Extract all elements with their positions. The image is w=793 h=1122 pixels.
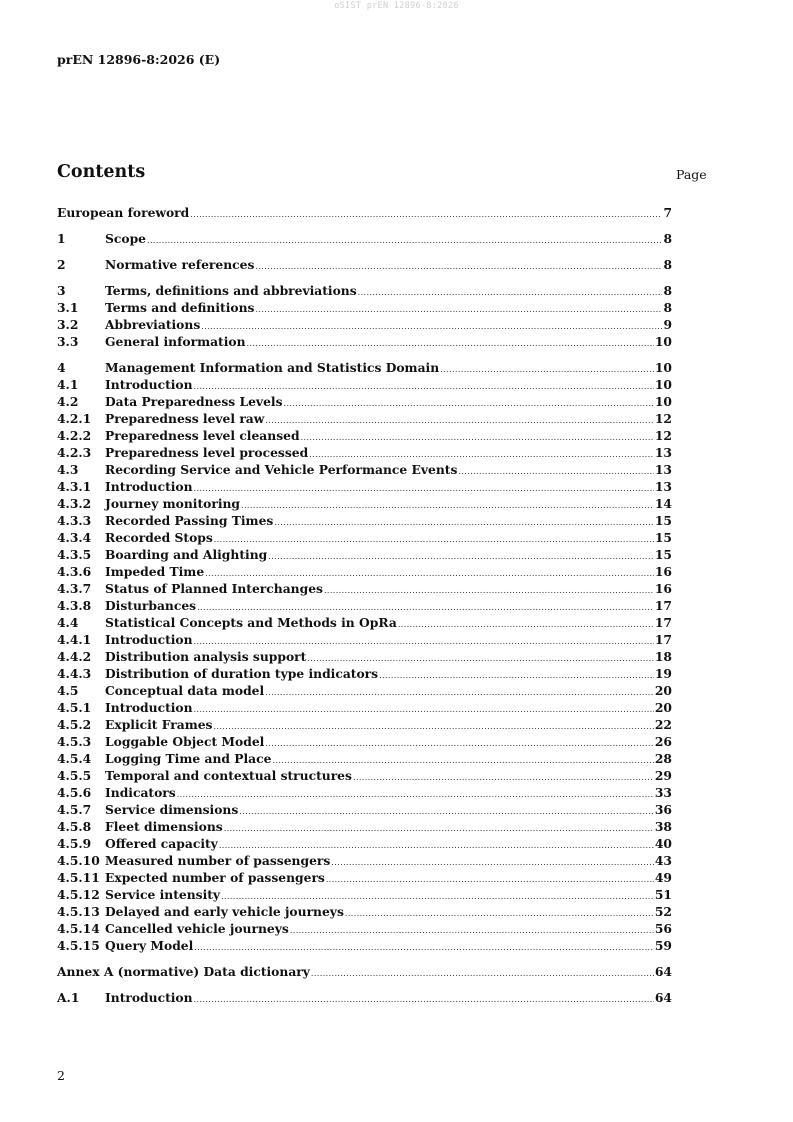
- toc-entry-number: 4.5.3: [57, 734, 92, 749]
- toc-entry-title: General information: [105, 334, 246, 349]
- toc-entry[interactable]: [57, 495, 672, 512]
- toc-entry-title: Conceptual data model: [105, 683, 265, 698]
- toc-entry-title: Fleet dimensions: [105, 819, 223, 834]
- toc-entry-page: 33: [654, 785, 672, 800]
- toc-entry-page: 10: [654, 377, 672, 392]
- toc-dot-leader: [345, 905, 654, 922]
- toc-entry[interactable]: [57, 316, 672, 333]
- toc-entry-title: Offered capacity: [105, 836, 218, 851]
- toc-entry-number: 4.5.1: [57, 700, 92, 715]
- contents-heading: Contents: [57, 162, 146, 182]
- toc-entry-title: Recorded Stops: [105, 530, 213, 545]
- toc-entry-title: Measured number of passengers: [105, 853, 331, 868]
- toc-entry-title: Introduction: [105, 990, 193, 1005]
- toc-entry-number: 4.3.8: [57, 598, 92, 613]
- toc-entry-title: Normative references: [105, 257, 255, 272]
- toc-entry-page: 17: [654, 598, 672, 613]
- document-id: prEN 12896-8:2026 (E): [57, 52, 221, 67]
- toc-entry[interactable]: [57, 597, 672, 614]
- toc-entry-title: Impeded Time: [105, 564, 205, 579]
- toc-dot-leader: [358, 284, 663, 301]
- toc-entry-page: 49: [654, 870, 672, 885]
- toc-entry-number: 4.5.8: [57, 819, 92, 834]
- toc-entry[interactable]: [57, 648, 672, 665]
- toc-entry-number: 4.1: [57, 377, 79, 392]
- toc-entry[interactable]: [57, 801, 672, 818]
- toc-entry[interactable]: [57, 444, 672, 461]
- toc-entry-number: 4.3.3: [57, 513, 92, 528]
- toc-entry-title: Query Model: [105, 938, 194, 953]
- toc-entry[interactable]: [57, 393, 672, 410]
- toc-entry-title: Preparedness level processed: [105, 445, 309, 460]
- watermark: oSIST prEN 12896-8:2026: [334, 1, 459, 11]
- toc-entry[interactable]: [57, 546, 672, 563]
- toc-dot-leader: [201, 318, 662, 335]
- toc-entry[interactable]: [57, 359, 672, 376]
- toc-entry-number: 4.5.14: [57, 921, 100, 936]
- toc-entry-page: 8: [663, 283, 672, 298]
- toc-entry-number: 4.3.5: [57, 547, 92, 562]
- toc-entry-title: Distribution analysis support: [105, 649, 307, 664]
- toc-entry-title: European foreword: [57, 205, 190, 220]
- toc-entry-number: 4.3.2: [57, 496, 92, 511]
- toc-entry-number: 4.5.5: [57, 768, 92, 783]
- toc-dot-leader: [326, 871, 654, 888]
- toc-dot-leader: [331, 854, 654, 871]
- toc-entry-page: 14: [654, 496, 672, 511]
- toc-entry-title: Terms, definitions and abbreviations: [105, 283, 357, 298]
- toc-dot-leader: [214, 531, 654, 548]
- toc-entry-title: Preparedness level cleansed: [105, 428, 300, 443]
- toc-dot-leader: [398, 616, 654, 633]
- toc-entry-number: 4.5.12: [57, 887, 100, 902]
- toc-entry[interactable]: [57, 733, 672, 750]
- toc-entry-number: 4.4.1: [57, 632, 92, 647]
- toc-entry-number: 4.5.6: [57, 785, 92, 800]
- toc-entry[interactable]: [57, 716, 672, 733]
- toc-entry-title: Introduction: [105, 377, 193, 392]
- toc-entry[interactable]: [57, 989, 672, 1006]
- toc-entry-number: 4.5.13: [57, 904, 100, 919]
- toc-entry[interactable]: [57, 529, 672, 546]
- toc-entry-number: 4.3.1: [57, 479, 92, 494]
- toc-entry-number: 3.2: [57, 317, 79, 332]
- toc-entry-number: 4: [57, 360, 66, 375]
- toc-dot-leader: [311, 965, 654, 982]
- toc-dot-leader: [177, 786, 654, 803]
- toc-dot-leader: [265, 684, 654, 701]
- toc-entry-title: Annex A (normative) Data dictionary: [57, 964, 310, 979]
- toc-dot-leader: [224, 820, 654, 837]
- toc-entry-number: 4.5.11: [57, 870, 100, 885]
- toc-entry[interactable]: [57, 410, 672, 427]
- toc-dot-leader: [265, 412, 654, 429]
- toc-entry-page: 10: [654, 360, 672, 375]
- toc-entry-page: 15: [654, 513, 672, 528]
- toc-entry-page: 13: [654, 445, 672, 460]
- toc-entry-page: 8: [663, 257, 672, 272]
- toc-dot-leader: [247, 335, 654, 352]
- toc-entry-number: 3.1: [57, 300, 79, 315]
- toc-entry-page: 8: [663, 231, 672, 246]
- toc-entry[interactable]: [57, 580, 672, 597]
- toc-entry-title: Temporal and contextual structures: [105, 768, 352, 783]
- toc-entry-page: 26: [654, 734, 672, 749]
- toc-entry-title: Service dimensions: [105, 802, 239, 817]
- toc-entry-title: Recording Service and Vehicle Performance Events: [105, 462, 458, 477]
- toc-entry-title: Disturbances: [105, 598, 197, 613]
- toc-dot-leader: [284, 395, 654, 412]
- toc-entry-page: 64: [654, 964, 672, 979]
- toc-entry-number: 4.4.2: [57, 649, 92, 664]
- toc-entry-number: 4.5: [57, 683, 79, 698]
- toc-entry[interactable]: [57, 282, 672, 299]
- toc-dot-leader: [194, 939, 654, 956]
- page-column-label: Page: [676, 167, 707, 182]
- toc-dot-leader: [194, 991, 654, 1008]
- toc-entry-number: 4.3.7: [57, 581, 92, 596]
- toc-entry-title: Cancelled vehicle journeys: [105, 921, 289, 936]
- toc-entry-title: Distribution of duration type indicators: [105, 666, 379, 681]
- toc-entry[interactable]: [57, 852, 672, 869]
- toc-entry[interactable]: [57, 614, 672, 631]
- toc-entry[interactable]: [57, 204, 672, 221]
- toc-entry-page: 15: [654, 530, 672, 545]
- toc-entry[interactable]: [57, 631, 672, 648]
- toc-entry-number: 4.5.10: [57, 853, 100, 868]
- toc-dot-leader: [194, 480, 654, 497]
- toc-entry-page: 8: [663, 300, 672, 315]
- toc-dot-leader: [324, 582, 654, 599]
- toc-entry-number: 4.5.4: [57, 751, 92, 766]
- toc-entry-page: 64: [654, 990, 672, 1005]
- toc-entry-number: 3: [57, 283, 66, 298]
- toc-entry-title: Indicators: [105, 785, 176, 800]
- toc-entry-number: 3.3: [57, 334, 79, 349]
- toc-entry[interactable]: [57, 784, 672, 801]
- toc-entry-page: 29: [654, 768, 672, 783]
- toc-entry[interactable]: [57, 427, 672, 444]
- toc-entry-page: 7: [663, 205, 672, 220]
- toc-entry-page: 19: [654, 666, 672, 681]
- toc-entry-title: Preparedness level raw: [105, 411, 265, 426]
- toc-dot-leader: [213, 718, 653, 735]
- toc-entry[interactable]: [57, 767, 672, 784]
- table-of-contents: [57, 204, 672, 1006]
- toc-entry-title: Data Preparedness Levels: [105, 394, 283, 409]
- toc-dot-leader: [190, 206, 662, 223]
- toc-entry-number: A.1: [57, 990, 80, 1005]
- toc-entry-page: 56: [654, 921, 672, 936]
- toc-entry-title: Loggable Object Model: [105, 734, 265, 749]
- toc-entry[interactable]: [57, 937, 672, 954]
- toc-dot-leader: [255, 301, 662, 318]
- toc-dot-leader: [440, 361, 654, 378]
- toc-entry-page: 59: [654, 938, 672, 953]
- toc-entry[interactable]: [57, 256, 672, 273]
- toc-entry-title: Statistical Concepts and Methods in OpRa: [105, 615, 397, 630]
- toc-entry[interactable]: [57, 818, 672, 835]
- toc-entry-number: 4.2: [57, 394, 79, 409]
- toc-entry[interactable]: [57, 299, 672, 316]
- toc-entry-title: Introduction: [105, 700, 193, 715]
- toc-dot-leader: [301, 429, 654, 446]
- toc-entry-number: 4.5.2: [57, 717, 92, 732]
- toc-dot-leader: [290, 922, 654, 939]
- toc-dot-leader: [379, 667, 654, 684]
- toc-entry[interactable]: [57, 230, 672, 247]
- toc-entry-number: 4.4: [57, 615, 79, 630]
- toc-entry-page: 13: [654, 479, 672, 494]
- toc-entry-page: 38: [654, 819, 672, 834]
- toc-entry[interactable]: [57, 963, 672, 980]
- toc-entry-page: 10: [654, 334, 672, 349]
- toc-entry[interactable]: [57, 699, 672, 716]
- toc-entry-number: 4.5.7: [57, 802, 92, 817]
- toc-entry[interactable]: [57, 903, 672, 920]
- toc-entry[interactable]: [57, 333, 672, 350]
- toc-dot-leader: [239, 803, 654, 820]
- toc-entry-number: 4.3.6: [57, 564, 92, 579]
- toc-entry-page: 17: [654, 632, 672, 647]
- toc-entry[interactable]: [57, 376, 672, 393]
- toc-entry-page: 51: [654, 887, 672, 902]
- toc-entry-title: Expected number of passengers: [105, 870, 325, 885]
- toc-entry[interactable]: [57, 920, 672, 937]
- toc-entry-title: Introduction: [105, 479, 193, 494]
- toc-entry-title: Management Information and Statistics Domain: [105, 360, 440, 375]
- toc-entry-page: 13: [654, 462, 672, 477]
- toc-entry-title: Explicit Frames: [105, 717, 213, 732]
- toc-dot-leader: [255, 258, 662, 275]
- toc-entry-number: 4.5.15: [57, 938, 100, 953]
- toc-entry-number: 4.2.3: [57, 445, 92, 460]
- toc-dot-leader: [353, 769, 654, 786]
- toc-entry[interactable]: [57, 886, 672, 903]
- toc-entry-page: 9: [663, 317, 672, 332]
- toc-entry-page: 52: [654, 904, 672, 919]
- toc-entry-page: 12: [654, 411, 672, 426]
- toc-entry[interactable]: [57, 665, 672, 682]
- toc-entry-page: 10: [654, 394, 672, 409]
- toc-entry-number: 4.2.1: [57, 411, 92, 426]
- toc-dot-leader: [268, 548, 654, 565]
- toc-entry-title: Service intensity: [105, 887, 221, 902]
- toc-dot-leader: [194, 701, 654, 718]
- toc-entry-page: 12: [654, 428, 672, 443]
- toc-entry-page: 40: [654, 836, 672, 851]
- toc-entry-number: 2: [57, 257, 66, 272]
- toc-entry-title: Journey monitoring: [105, 496, 241, 511]
- toc-entry-page: 16: [654, 581, 672, 596]
- toc-entry-page: 15: [654, 547, 672, 562]
- toc-entry-page: 18: [654, 649, 672, 664]
- toc-entry-number: 4.3: [57, 462, 79, 477]
- toc-entry-page: 20: [654, 700, 672, 715]
- toc-entry-number: 4.2.2: [57, 428, 92, 443]
- toc-entry[interactable]: [57, 835, 672, 852]
- toc-entry-number: 4.4.3: [57, 666, 92, 681]
- toc-entry[interactable]: [57, 563, 672, 580]
- toc-entry-page: 22: [654, 717, 672, 732]
- toc-entry-title: Recorded Passing Times: [105, 513, 274, 528]
- toc-dot-leader: [458, 463, 653, 480]
- toc-entry-number: 4.5.9: [57, 836, 92, 851]
- toc-entry-page: 20: [654, 683, 672, 698]
- toc-entry[interactable]: [57, 478, 672, 495]
- toc-entry[interactable]: [57, 461, 672, 478]
- page-number: 2: [57, 1068, 65, 1083]
- toc-dot-leader: [265, 735, 654, 752]
- toc-entry-page: 43: [654, 853, 672, 868]
- toc-entry-page: 28: [654, 751, 672, 766]
- toc-entry[interactable]: [57, 869, 672, 886]
- toc-entry-number: 4.3.4: [57, 530, 92, 545]
- toc-entry-title: Status of Planned Interchanges: [105, 581, 323, 596]
- toc-entry-page: 17: [654, 615, 672, 630]
- toc-entry-page: 16: [654, 564, 672, 579]
- toc-dot-leader: [241, 497, 654, 514]
- toc-entry[interactable]: [57, 750, 672, 767]
- toc-entry-title: Abbreviations: [105, 317, 201, 332]
- toc-entry-title: Logging Time and Place: [105, 751, 272, 766]
- toc-dot-leader: [147, 232, 662, 249]
- toc-entry-title: Scope: [105, 231, 146, 246]
- toc-entry-page: 36: [654, 802, 672, 817]
- toc-entry-number: 1: [57, 231, 66, 246]
- toc-dot-leader: [274, 514, 654, 531]
- toc-entry[interactable]: [57, 682, 672, 699]
- toc-entry[interactable]: [57, 512, 672, 529]
- toc-entry-title: Terms and definitions: [105, 300, 255, 315]
- toc-entry-title: Delayed and early vehicle journeys: [105, 904, 344, 919]
- toc-entry-title: Boarding and Alighting: [105, 547, 268, 562]
- toc-entry-title: Introduction: [105, 632, 193, 647]
